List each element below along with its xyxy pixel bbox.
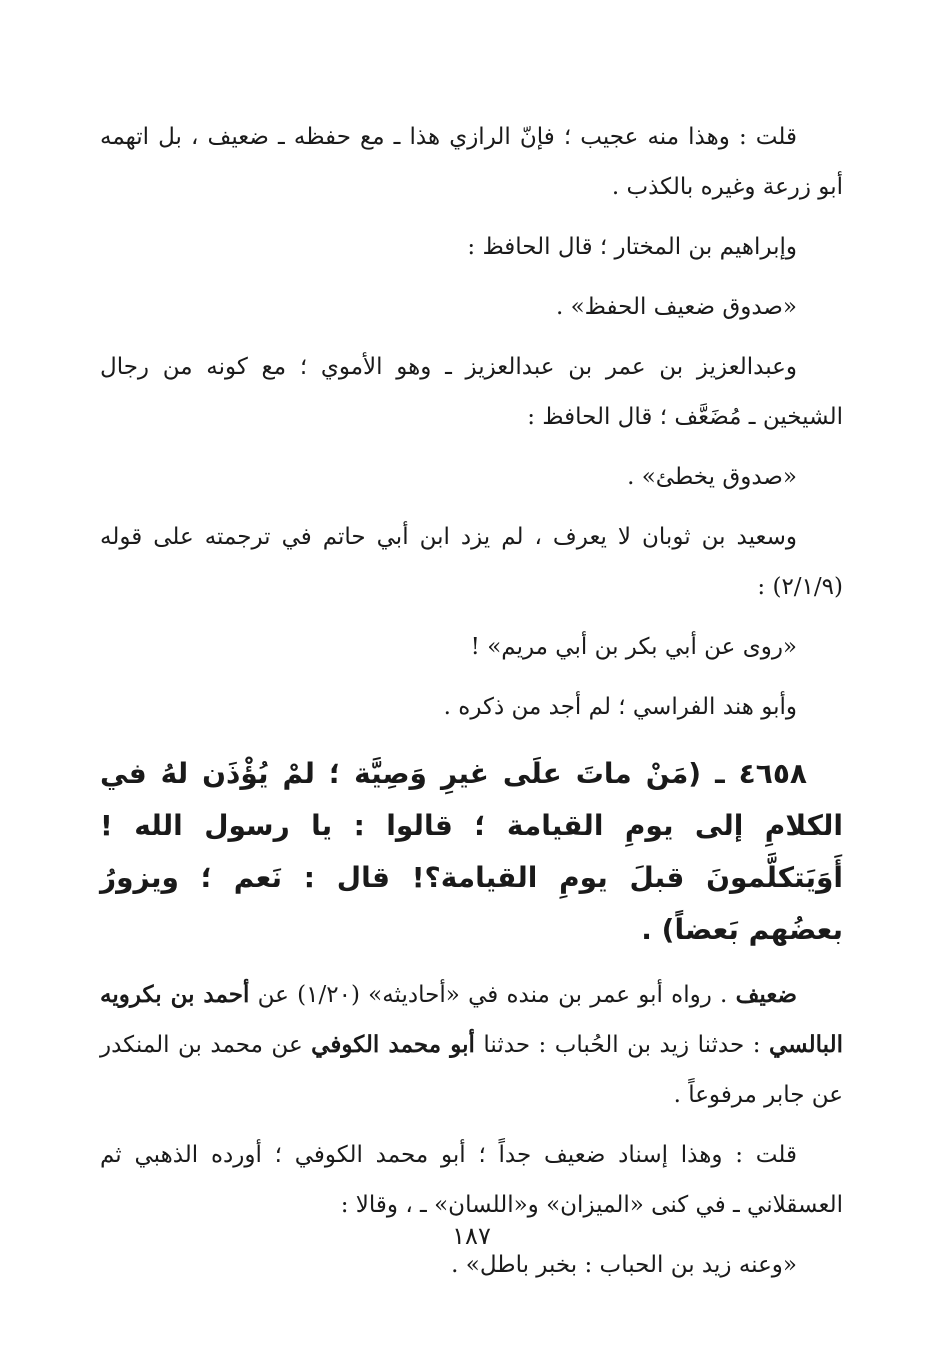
takhrij-text-2: : حدثنا زيد بن الحُباب : حدثنا — [474, 1032, 769, 1058]
takhrij-text-1: . رواه أبو عمر بن منده في «أحاديثه» (١/٢٠) عن — [249, 982, 736, 1008]
quote-said: «روى عن أبي بكر بن أبي مريم» ! — [470, 634, 797, 660]
hadith-grade: ضعيف — [735, 981, 797, 1008]
quote-dhahabi: «وعنه زيد بن الحباب : بخبر باطل» . — [451, 1252, 797, 1278]
narrator-abu-muhammad: أبو محمد الكوفي — [311, 1031, 475, 1058]
quote-abdulaziz: «صدوق يخطئ» . — [627, 464, 797, 490]
paragraph-ibrahim: وإبراهيم بن المختار ؛ قال الحافظ : — [467, 234, 797, 260]
narrator-ahmad: أحمد بن بكرويه البالسي — [100, 981, 843, 1058]
comment-paragraph: قلت : وهذا إسناد ضعيف جداً ؛ أبو محمد الكوفي ؛ أورده الذهبي ثم العسقلاني ـ في كنى «الميزان» و«اللسان» ـ ، وقالا : — [100, 1142, 843, 1218]
takhrij-paragraph — [100, 970, 843, 1120]
takhrij-text-3: عن محمد بن المنكدر عن جابر مرفوعاً . — [100, 1032, 843, 1108]
paragraph-said: وسعيد بن ثوبان لا يعرف ، لم يزد ابن أبي حاتم في ترجمته على قوله (٢/١/٩) : — [100, 524, 843, 600]
paragraph-razi-comment: قلت : وهذا منه عجيب ؛ فإنّ الرازي هذا ـ مع حفظه ـ ضعيف ، بل اتهمه أبو زرعة وغيره بالكذب . — [100, 124, 843, 200]
quote-ibrahim: «صدوق ضعيف الحفظ» . — [555, 294, 797, 320]
page-number: ١٨٧ — [452, 1222, 491, 1250]
paragraph-abu-hind: وأبو هند الفراسي ؛ لم أجد من ذكره . — [443, 694, 797, 720]
paragraph-abdulaziz: وعبدالعزيز بن عمر بن عبدالعزيز ـ وهو الأموي ؛ مع كونه من رجال الشيخين ـ مُضَعَّف ؛ قال الحافظ : — [100, 354, 843, 430]
hadith-heading: ٤٦٥٨ ـ (مَنْ ماتَ علَى غيرِ وَصِيَّة ؛ لمْ يُؤْذَن لهُ في الكلامِ إلى يومِ القيامة ؛ قالوا : يا رسول الله ! أَوَيَتكلَّمونَ قبلَ يومِ القيامة؟! قال : نَعم ؛ ويزورُ بعضُهم بَعضاً) . — [100, 757, 843, 946]
page-body — [100, 112, 843, 1300]
